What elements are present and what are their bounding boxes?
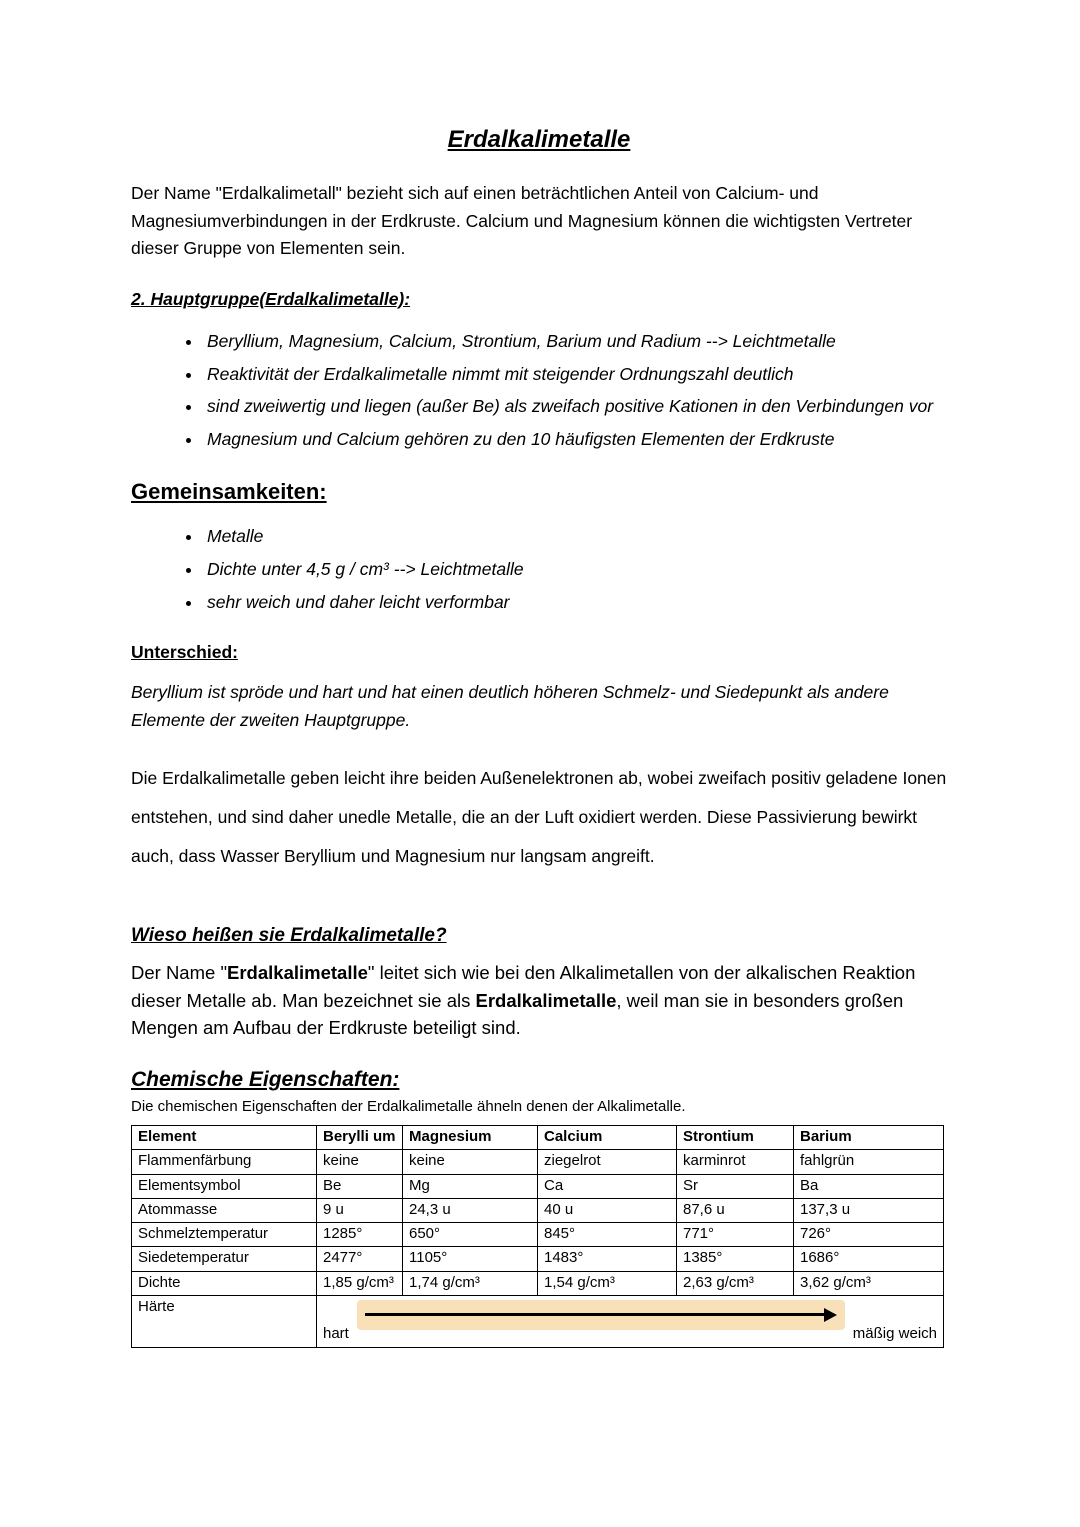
table-cell: fahlgrün — [794, 1150, 944, 1174]
table-cell: 1686° — [794, 1247, 944, 1271]
column-header-element: Element — [132, 1126, 317, 1150]
wieso-text-segment: Der Name " — [131, 961, 228, 983]
wieso-text-segment: " leitet sich wie bei den Alkalimetallen von der alkalischen Reaktion dieser Metalle ab. Man bezeichnet sie als — [131, 961, 916, 1011]
table-cell: 771° — [677, 1223, 794, 1247]
heading-gemeinsamkeiten: Gemeinsamkeiten: — [131, 479, 327, 505]
table-cell: 1,54 g/cm³ — [538, 1271, 677, 1295]
column-header-magnesium: Magnesium — [403, 1126, 538, 1150]
bullet-item: • Metalle — [203, 523, 947, 551]
row-label: Dichte — [132, 1271, 317, 1295]
table-cell: 2477° — [317, 1247, 403, 1271]
table-cell: Ba — [794, 1174, 944, 1198]
page-title: Erdalkalimetalle — [447, 126, 631, 153]
table-cell: 87,6 u — [677, 1198, 794, 1222]
table-row-flammenfaerbung — [132, 1150, 944, 1174]
table-cell: 1285° — [317, 1223, 403, 1247]
wieso-paragraph — [131, 959, 947, 1042]
table-cell: karminrot — [677, 1150, 794, 1174]
hardness-scale-cell — [317, 1295, 944, 1347]
table-cell: 845° — [538, 1223, 677, 1247]
table-cell: ziegelrot — [538, 1150, 677, 1174]
wieso-bold-term: Erdalkalimetalle — [475, 989, 617, 1011]
row-label: Flammenfärbung — [132, 1150, 317, 1174]
column-header-calcium: Calcium — [538, 1126, 677, 1150]
table-cell: 1,74 g/cm³ — [403, 1271, 538, 1295]
table-cell: 1483° — [538, 1247, 677, 1271]
table-cell: 1,85 g/cm³ — [317, 1271, 403, 1295]
table-cell: 726° — [794, 1223, 944, 1247]
table-cell: 137,3 u — [794, 1198, 944, 1222]
unterschied-paragraph: Beryllium ist spröde und hart und hat einen deutlich höheren Schmelz- und Siedepunkt als andere Elemente der zweiten Hauptgruppe. — [131, 682, 889, 731]
table-cell: 2,63 g/cm³ — [677, 1271, 794, 1295]
properties-table — [131, 1125, 944, 1348]
table-cell: Be — [317, 1174, 403, 1198]
row-label: Elementsymbol — [132, 1174, 317, 1198]
table-row-atommasse — [132, 1198, 944, 1222]
table-row-haerte — [132, 1295, 944, 1347]
table-row-siedetemperatur — [132, 1247, 944, 1271]
table-header-row — [132, 1126, 944, 1150]
column-header-beryllium: Berylli um — [317, 1126, 403, 1150]
table-cell: 40 u — [538, 1198, 677, 1222]
intro-paragraph: Der Name "Erdalkalimetall" bezieht sich auf einen beträchtlichen Anteil von Calcium- und Magnesiumverbindungen in der Erdkruste. Calcium und Magnesium können die wichtigsten Vertreter dieser Gruppe von Elementen sein. — [131, 183, 913, 259]
heading-wieso: Wieso heißen sie Erdalkalimetalle? — [131, 924, 447, 946]
column-header-barium: Barium — [794, 1126, 944, 1150]
table-cell: 1385° — [677, 1247, 794, 1271]
table-cell: 24,3 u — [403, 1198, 538, 1222]
table-row-dichte — [132, 1271, 944, 1295]
table-row-elementsymbol — [132, 1174, 944, 1198]
wieso-text-segment: , weil man sie in besonders großen Mengen am Aufbau der Erdkruste beteiligt sind. — [131, 989, 904, 1039]
bullet-item: • sehr weich und daher leicht verformbar — [203, 589, 947, 617]
right-arrow-head-icon — [824, 1308, 837, 1322]
heading-chemische-eigenschaften: Chemische Eigenschaften: — [131, 1068, 400, 1092]
row-label: Härte — [132, 1295, 317, 1347]
table-cell: Ca — [538, 1174, 677, 1198]
column-header-strontium: Strontium — [677, 1126, 794, 1150]
heading-unterschied: Unterschied: — [131, 642, 238, 663]
bullet-item: • Reaktivität der Erdalkalimetalle nimmt mit steigender Ordnungszahl deutlich — [203, 361, 947, 389]
table-cell: keine — [317, 1150, 403, 1174]
passivierung-paragraph: Die Erdalkalimetalle geben leicht ihre beiden Außenelektronen ab, wobei zweifach positiv geladene Ionen entstehen, und sind daher unedle Metalle, die an der Luft oxidiert werden. Diese Passivierung bewirkt auch, dass Wasser Beryllium und Magnesium nur langsam angreift. — [131, 767, 947, 867]
hardness-right-label: mäßig weich — [852, 1324, 937, 1342]
table-cell: 1105° — [403, 1247, 538, 1271]
table-cell: keine — [403, 1150, 538, 1174]
row-label: Schmelztemperatur — [132, 1223, 317, 1247]
row-label: Siedetemperatur — [132, 1247, 317, 1271]
right-arrow-line — [365, 1313, 824, 1316]
hardness-left-label: hart — [323, 1324, 349, 1342]
bullet-item: • sind zweiwertig und liegen (außer Be) als zweifach positive Kationen in den Verbindungen vor — [203, 393, 947, 421]
bullet-item: • Dichte unter 4,5 g / cm³ --> Leichtmetalle — [203, 556, 947, 584]
table-cell: 3,62 g/cm³ — [794, 1271, 944, 1295]
hardness-gradient-band — [357, 1300, 845, 1330]
table-cell: Sr — [677, 1174, 794, 1198]
table-cell: 9 u — [317, 1198, 403, 1222]
gemeinsamkeiten-bullet-list — [131, 523, 947, 616]
table-cell: 650° — [403, 1223, 538, 1247]
heading-hauptgruppe: 2. Hauptgruppe(Erdalkalimetalle): — [131, 288, 411, 309]
table-row-schmelztemperatur — [132, 1223, 944, 1247]
hauptgruppe-bullet-list — [131, 328, 947, 454]
bullet-item: • Magnesium und Calcium gehören zu den 10 häufigsten Elementen der Erdkruste — [203, 426, 947, 454]
wieso-bold-term: Erdalkalimetalle — [227, 961, 368, 983]
table-cell: Mg — [403, 1174, 538, 1198]
chem-note: Die chemischen Eigenschaften der Erdalkalimetalle ähneln denen der Alkalimetalle. — [131, 1098, 686, 1116]
bullet-item: • Beryllium, Magnesium, Calcium, Strontium, Barium und Radium --> Leichtmetalle — [203, 328, 947, 356]
row-label: Atommasse — [132, 1198, 317, 1222]
